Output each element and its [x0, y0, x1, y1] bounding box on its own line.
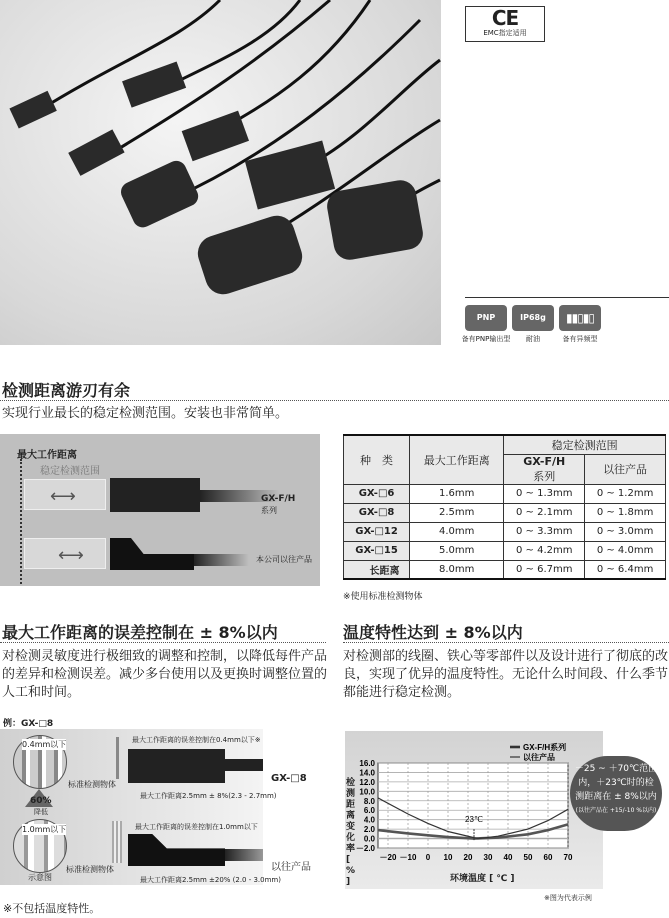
cell-max: 5.0mm: [410, 541, 504, 560]
gx-name: GX-F/H: [523, 454, 566, 468]
callout-line: －25 ~ ＋70℃范围: [574, 764, 658, 774]
cell-max: 4.0mm: [410, 522, 504, 541]
double-arrow-icon: ⟷: [50, 486, 76, 507]
ce-icon: CE: [491, 6, 519, 30]
cell-type: 长距离: [344, 560, 410, 579]
distance-old-label: 最大工作距离2.5mm ±20% (2.0 - 3.0mm): [140, 876, 281, 884]
table-note: ※使用标准检测物体: [343, 592, 423, 602]
y-tick-label: 4.0: [363, 815, 375, 825]
y-tick-label: 0.0: [363, 834, 375, 844]
model-new-label: GX-□8: [271, 773, 307, 784]
ce-label: EMC指定适用: [483, 29, 527, 37]
cell-old: 0 ~ 3.0mm: [585, 522, 666, 541]
chart-note: ※图为代表示例: [544, 894, 592, 902]
y-tick-label: －2.0: [355, 844, 375, 853]
section-title-detection-range: 检测距离游刃有余: [2, 381, 131, 400]
x-tick-label: 30: [483, 853, 493, 862]
cell-gx: 0 ~ 1.3mm: [504, 484, 585, 503]
cell-gx: 0 ~ 4.2mm: [504, 541, 585, 560]
cell-old: 0 ~ 4.0mm: [585, 541, 666, 560]
frequency-label: 备有异频型: [562, 335, 598, 343]
series-suffix: 系列: [261, 506, 277, 515]
cell-type: GX-□15: [344, 541, 410, 560]
pnp-label: 备有PNP输出型: [461, 335, 511, 343]
legend-label: 以往产品: [523, 753, 555, 762]
distance-new-label: 最大工作距离2.5mm ± 8%(2.3 - 2.7mm): [140, 792, 277, 800]
section-desc: 对检测灵敏度进行极细致的调整和控制，以降低每件产品的差异和检测误差。减少多台使用以及更换时调整位置的人工和时间。: [2, 649, 328, 700]
note-temperature: ※不包括温度特性。: [3, 902, 101, 915]
max-distance-label: 最大工作距离: [17, 450, 77, 461]
cell-gx: 0 ~ 2.1mm: [504, 503, 585, 522]
y-tick-label: 6.0: [363, 806, 375, 816]
x-tick-label: 70: [563, 853, 573, 862]
reduction-percent: 60%: [30, 796, 52, 806]
gx-series-label: GX-F/H: [261, 494, 296, 504]
callout-bubble: [570, 756, 662, 831]
plot-area: [378, 763, 568, 848]
callout-line: 内，＋23℃时的检: [578, 778, 654, 788]
x-tick-label: 40: [503, 853, 513, 862]
example-label: 例：GX-□8: [3, 719, 54, 729]
y-tick-label: 8.0: [363, 796, 375, 806]
ip68g-icon: IP68g: [512, 305, 554, 331]
header-max-distance: 最大工作距离: [410, 435, 504, 484]
cell-type: GX-□12: [344, 522, 410, 541]
schematic-label: 示意图: [28, 873, 52, 882]
tolerance-new: 0.4mm以下: [22, 740, 67, 749]
cell-type: GX-□6: [344, 484, 410, 503]
gx-suffix: 系列: [533, 469, 556, 483]
tolerance-old: 1.0mm以下: [22, 825, 67, 834]
oil-resistant-label: 耐油: [526, 335, 540, 343]
section-desc: 对检测部的线圈、铁心等零部件以及设计进行了彻底的改良，实现了优异的温度特性。无论什么时间段、什么季节都能进行稳定检测。: [343, 649, 669, 700]
section-desc: 实现行业最长的稳定检测范围。安装也非常简单。: [2, 406, 289, 421]
stable-range-label: 稳定检测范围: [40, 466, 100, 477]
pnp-output-icon: PNP: [465, 305, 507, 331]
section-title-temperature: 温度特性达到 ± 8%以内: [343, 623, 523, 642]
reduction-label: 降低: [34, 808, 48, 816]
error-old-label: 最大工作距离的误差控制在1.0mm以下: [135, 823, 258, 831]
legend-label: GX-F/H系列: [523, 743, 567, 752]
cell-gx: 0 ~ 6.7mm: [504, 560, 585, 579]
model-old-label: 以往产品: [271, 862, 311, 873]
cell-max: 1.6mm: [410, 484, 504, 503]
x-tick-label: －10: [399, 853, 417, 862]
x-tick-label: 20: [463, 853, 473, 862]
annotation-label: 23℃: [465, 815, 483, 825]
y-tick-label: 12.0: [359, 777, 375, 787]
x-tick-label: 0: [425, 853, 431, 862]
target-old-label: 标准检测物体: [66, 865, 114, 874]
old-product-label: 本公司以往产品: [256, 555, 312, 564]
target-new-label: 标准检测物体: [68, 780, 116, 789]
y-tick-label: 16.0: [359, 759, 375, 768]
cell-old: 0 ~ 6.4mm: [585, 560, 666, 579]
y-tick-label: 2.0: [363, 825, 375, 835]
header-type: 种 类: [344, 435, 410, 484]
cell-max: 2.5mm: [410, 503, 504, 522]
frequency-variant-icon: ▮▮▯▮▯: [559, 305, 601, 331]
double-arrow-icon: ⟷: [58, 545, 84, 566]
callout-line: (以往产品在 +15/-10 %以内): [575, 807, 657, 814]
callout-line: 测距离在 ± 8%以内: [575, 792, 657, 802]
section-title-error: 最大工作距离的误差控制在 ± 8%以内: [2, 623, 278, 642]
cell-old: 0 ~ 1.8mm: [585, 503, 666, 522]
y-axis-label: 检测距离变化率 [ % ]: [346, 778, 356, 887]
y-tick-label: 14.0: [359, 768, 375, 778]
cell-gx: 0 ~ 3.3mm: [504, 522, 585, 541]
cell-type: GX-□8: [344, 503, 410, 522]
y-tick-label: 10.0: [359, 787, 375, 797]
cell-max: 8.0mm: [410, 560, 504, 579]
x-axis-label: 环境温度 [ ℃ ]: [450, 874, 515, 884]
header-stable-range: 稳定检测范围: [504, 435, 666, 454]
x-tick-label: 50: [523, 853, 533, 862]
x-tick-label: 10: [443, 853, 453, 862]
x-tick-label: 60: [543, 853, 553, 862]
error-new-label: 最大工作距离的误差控制在0.4mm以下※: [132, 736, 261, 744]
cell-old: 0 ~ 1.2mm: [585, 484, 666, 503]
header-old: 以往产品: [585, 454, 666, 484]
x-tick-label: －20: [379, 853, 397, 862]
